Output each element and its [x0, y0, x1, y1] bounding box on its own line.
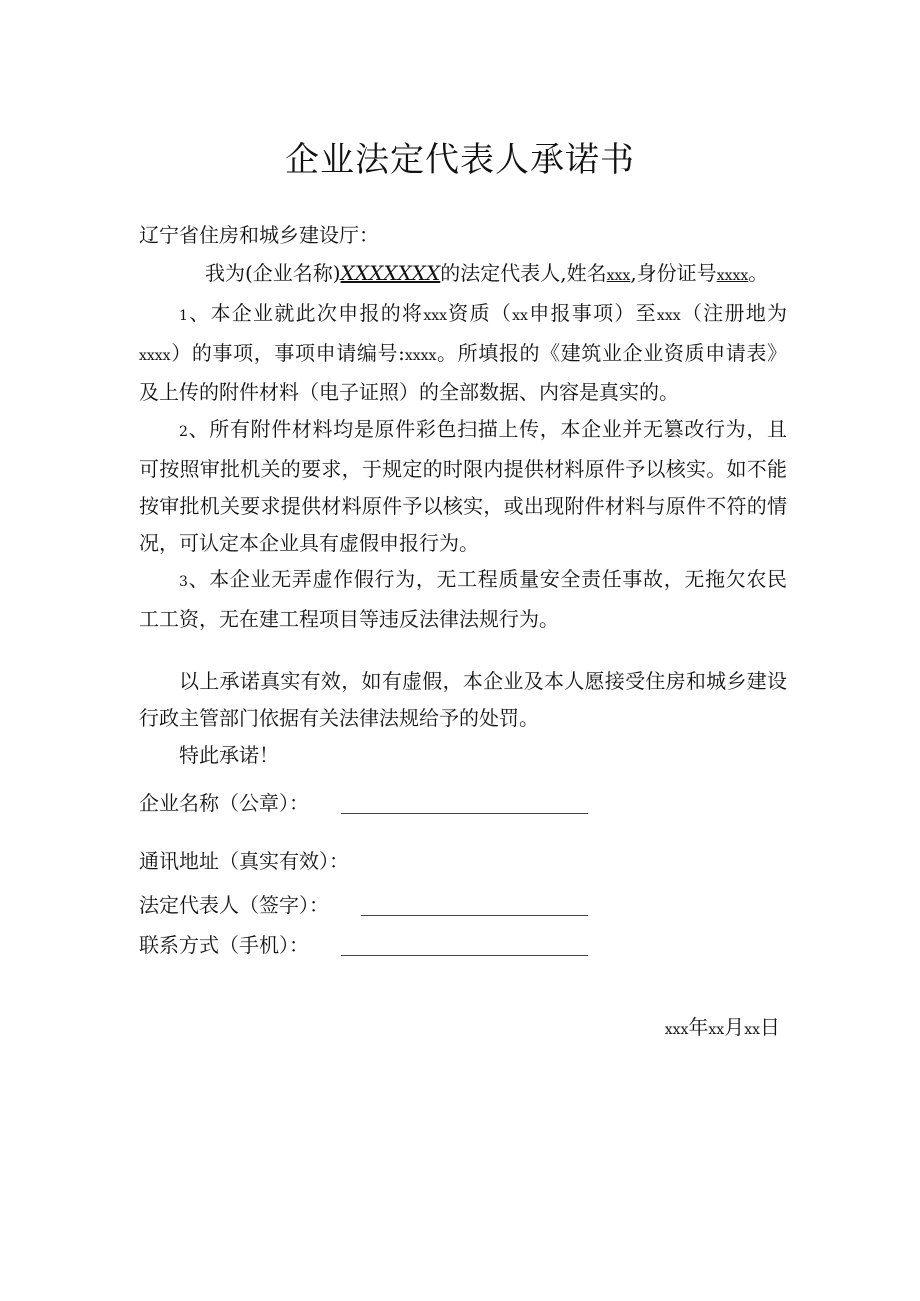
intro-middle: 的法定代表人,姓名 — [440, 261, 607, 285]
contact-line — [341, 955, 588, 956]
legal-rep-line — [361, 915, 588, 916]
item-1-text-d: （注册地为 — [680, 300, 788, 325]
item-1-value-2: xx — [512, 307, 528, 324]
company-seal-label: 企业名称（公章）： — [139, 791, 309, 815]
special-statement: 特此承诺！ — [179, 742, 279, 767]
paragraph-spacer — [139, 638, 787, 663]
closing-paragraph: 以上承诺真实有效，如有虚假，本企业及本人愿接受住房和城乡建设行政主管部门依据有关法律法规给予的处罚。 — [139, 668, 787, 730]
intro-end: 。 — [748, 261, 769, 285]
item-1-value-4: xxxx — [139, 347, 171, 364]
contact-field — [139, 930, 309, 960]
item-2-number: 2 — [179, 424, 188, 441]
year-label: 年 — [688, 1015, 709, 1039]
item-1-value-5: xxxx — [404, 347, 437, 364]
item-1-value-3: xxx — [656, 307, 681, 324]
company-name-placeholder: XXXXXXX — [340, 261, 441, 285]
item-1-paragraph — [139, 295, 787, 411]
year-placeholder: xxx — [664, 1022, 689, 1038]
name-placeholder: xxx — [606, 268, 631, 284]
id-placeholder: xxxx — [716, 268, 749, 284]
month-label: 月 — [724, 1015, 745, 1039]
item-1-number: 1 — [179, 307, 188, 324]
day-label: 日 — [760, 1015, 780, 1039]
intro-paragraph — [139, 255, 787, 295]
document-body — [139, 255, 787, 773]
item-1-text-a: 、本企业就此次申报的将 — [187, 300, 424, 325]
item-1-text-c: 申报事项）至 — [527, 300, 657, 325]
legal-rep-label: 法定代表人（签字）： — [139, 893, 329, 917]
item-3-number: 3 — [179, 574, 188, 591]
company-seal-field — [139, 788, 309, 818]
contact-label: 联系方式（手机）： — [139, 933, 309, 957]
document-date — [665, 1012, 780, 1045]
company-seal-line — [341, 813, 588, 814]
address-label: 通讯地址（真实有效）： — [139, 849, 349, 873]
intro-prefix: 我为(企业名称) — [205, 261, 341, 285]
item-1-text-f: 。所填报的《建筑业企业资质申请表》及上传的附件材料（电子证照）的全部数据、内容是真实的。 — [139, 340, 787, 405]
legal-rep-field — [139, 890, 329, 920]
item-3-text: 、本企业无弄虚作假行为，无工程质量安全责任事故，无拖欠农民工工资，无在建工程项目等违反法律法规行为。 — [139, 567, 787, 632]
day-placeholder: xx — [744, 1022, 760, 1038]
item-1-text-e: ）的事项，事项申请编号: — [170, 340, 405, 365]
salutation: 辽宁省住房和城乡建设厅： — [139, 223, 379, 247]
item-1-text-b: 资质（ — [447, 300, 513, 325]
item-2-text: 、所有附件材料均是原件彩色扫描上传，本企业并无篡改行为，且可按照审批机关的要求，于规定的时限内提供材料原件予以核实。如不能按审批机关要求提供材料原件予以核实，或出现附件材料与原件不符的情况，可认定本企业具有虚假申报行为。 — [139, 417, 787, 555]
item-1-value-1: xxx — [423, 307, 447, 324]
id-label: ,身份证号 — [630, 261, 717, 285]
document-title: 企业法定代表人承诺书 — [285, 140, 635, 180]
address-field — [139, 846, 349, 876]
item-3-paragraph — [139, 561, 787, 638]
item-2-paragraph — [139, 411, 787, 561]
month-placeholder: xx — [708, 1022, 725, 1038]
